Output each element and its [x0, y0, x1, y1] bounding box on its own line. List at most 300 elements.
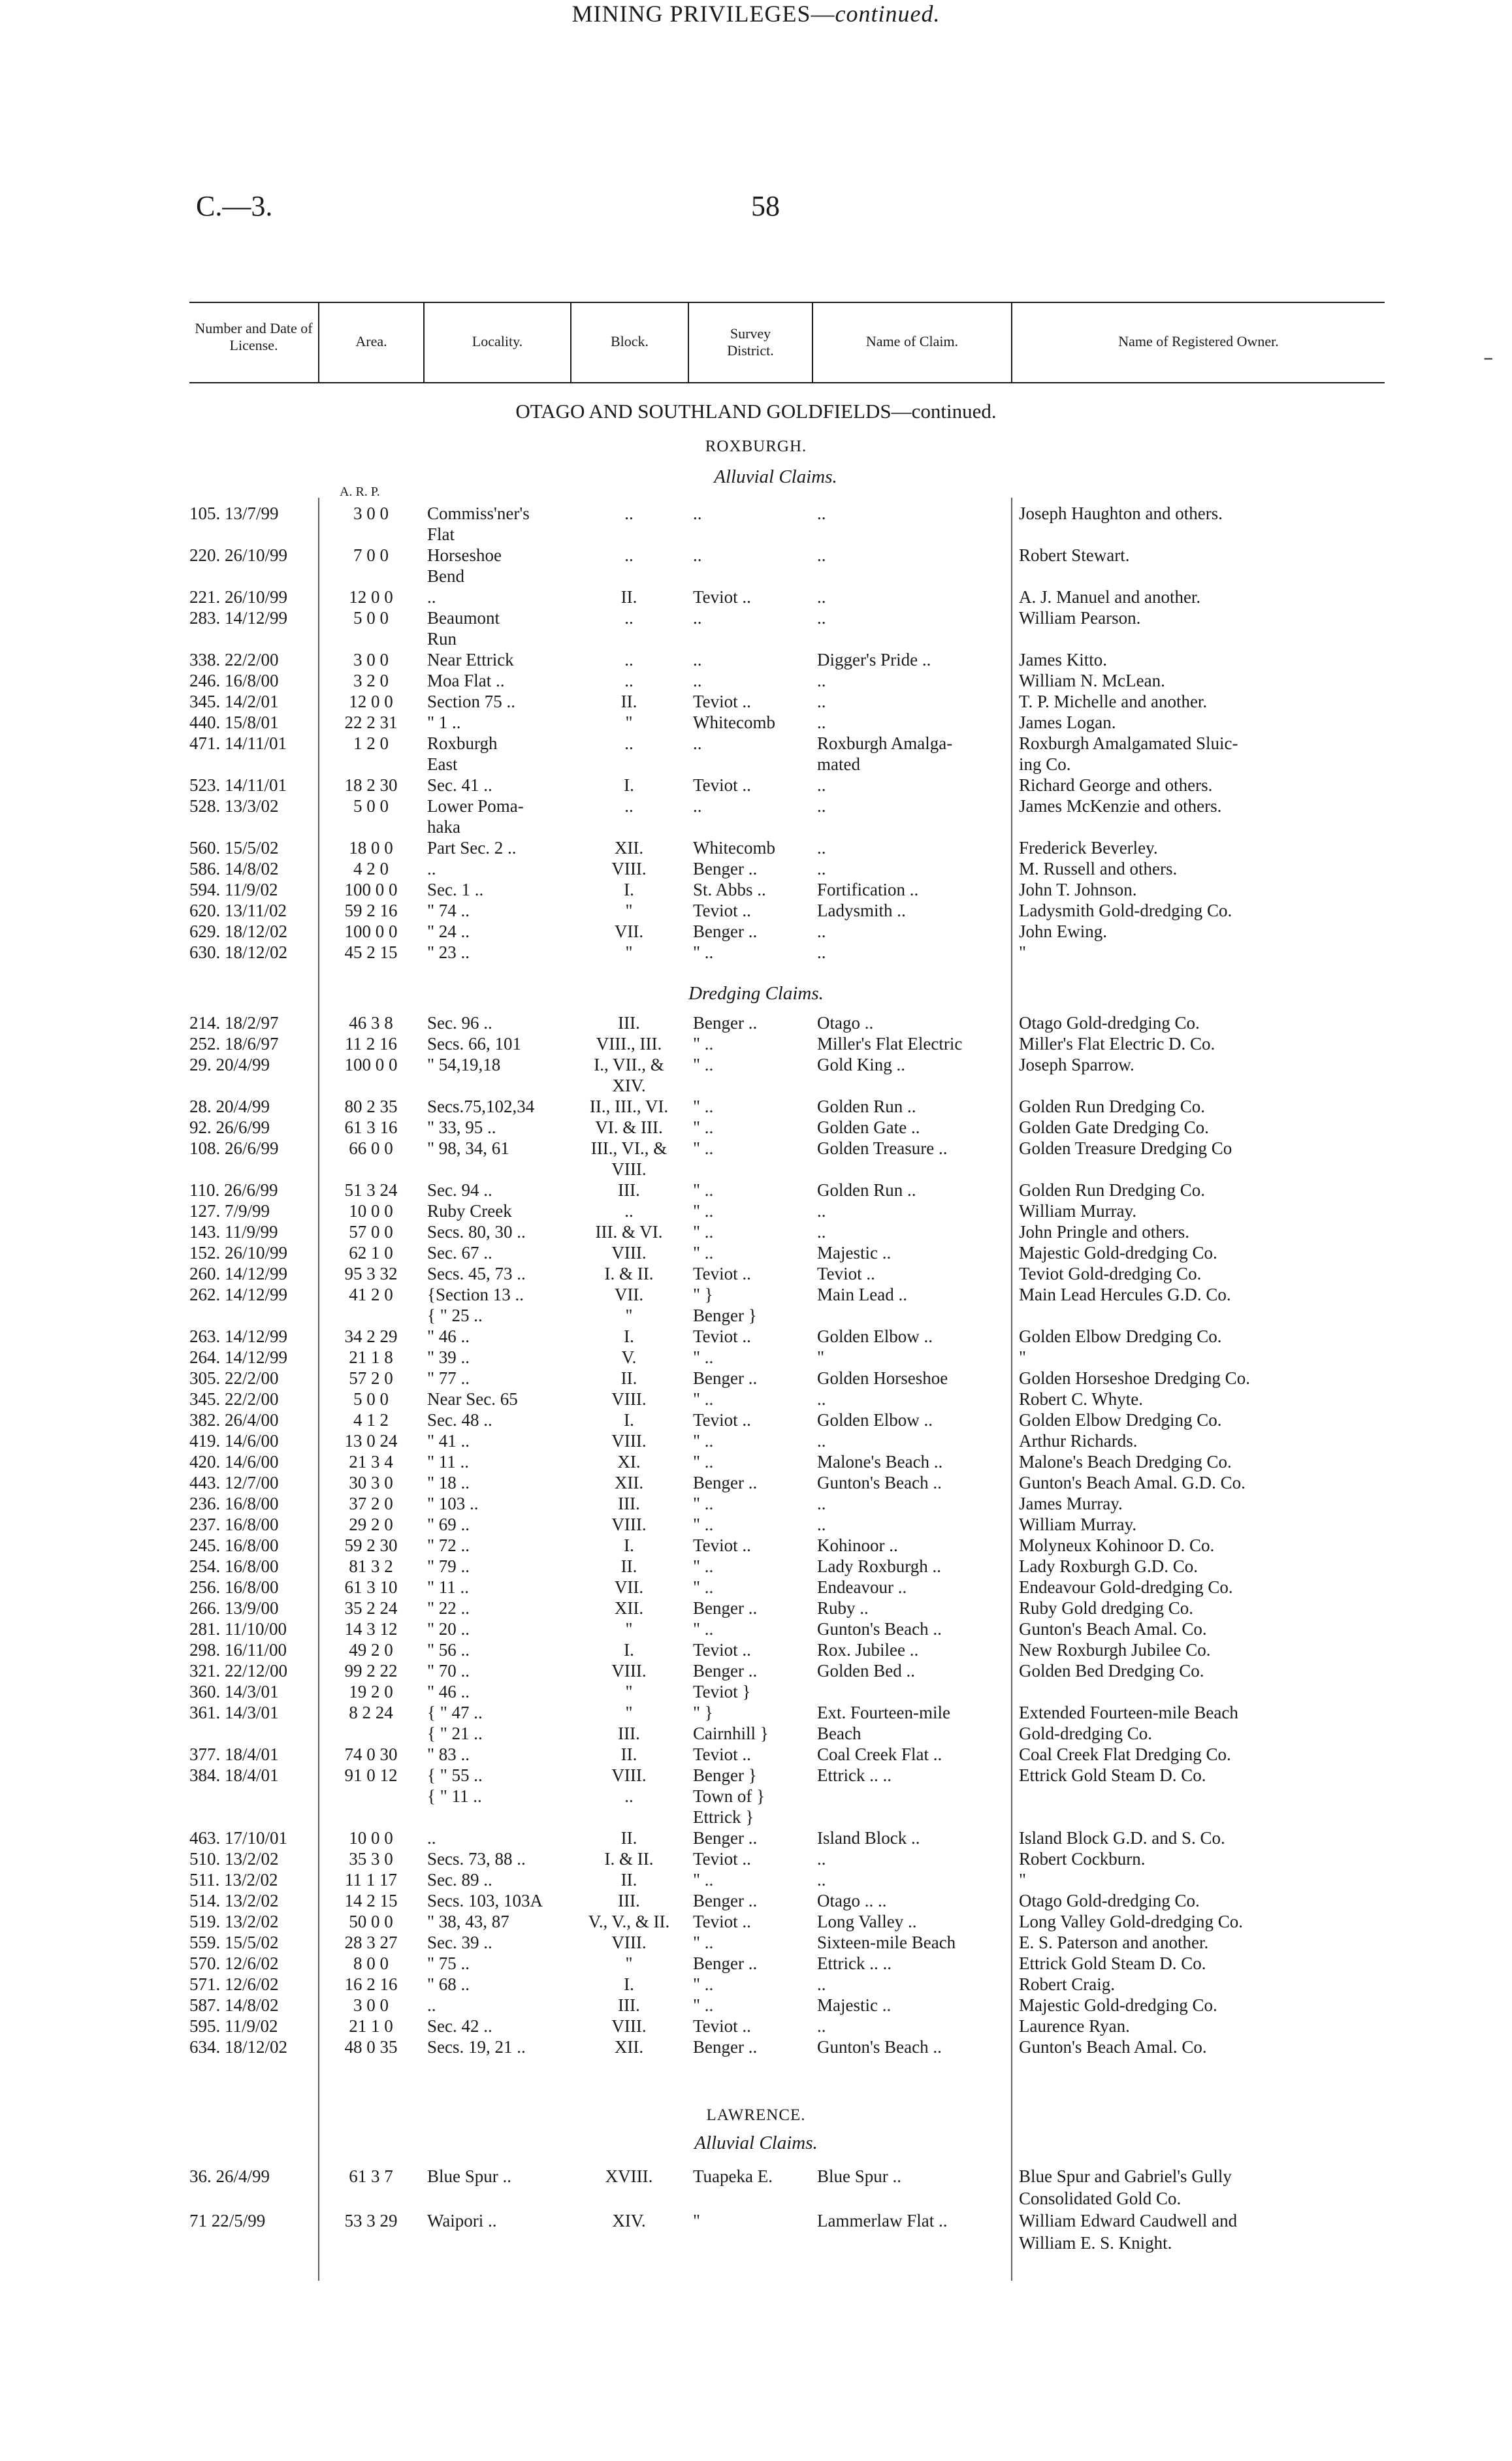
claim-name-cell: Golden Gate .. — [817, 1118, 920, 1137]
license-cell: 221. 26/10/99 — [189, 587, 288, 607]
block-cell: VII. — [614, 1577, 644, 1597]
claim-name-cell: Long Valley .. — [817, 1912, 917, 1931]
survey-district-cell: Whitecomb — [693, 713, 775, 732]
claim-name-cell: Majestic .. — [817, 1243, 892, 1263]
owner-cell: Golden Horseshoe Dredging Co. — [1019, 1368, 1250, 1388]
owner-cell: New Roxburgh Jubilee Co. — [1019, 1640, 1211, 1660]
area-cell: 18 0 0 — [349, 838, 393, 858]
owner-cell: William Murray. — [1019, 1201, 1137, 1221]
survey-district-cell: .. — [693, 650, 702, 669]
block-cell: XVIII. — [605, 2166, 653, 2186]
area-cell: 95 3 32 — [344, 1264, 398, 1283]
table-row — [189, 1138, 1385, 1180]
survey-district-cell: Benger .. — [693, 1368, 758, 1388]
license-cell: 305. 22/2/00 — [189, 1368, 279, 1388]
claim-name-cell: Golden Run .. — [817, 1180, 916, 1200]
survey-district-cell: Teviot .. — [693, 1410, 751, 1430]
table-row — [189, 1347, 1385, 1368]
block-cell: .. — [624, 504, 634, 523]
survey-district-cell: Teviot .. — [693, 901, 751, 920]
block-cell: VI. & III. — [595, 1118, 663, 1137]
table-row — [189, 837, 1385, 858]
locality-cell: Sec. 1 .. — [427, 880, 484, 899]
block-cell: VIII. — [611, 1243, 647, 1263]
survey-district-cell: " .. — [693, 1556, 714, 1576]
locality-cell: Ruby Creek — [427, 1201, 512, 1221]
area-cell: 10 0 0 — [349, 1201, 393, 1221]
roxburgh-dredging-table — [189, 1012, 1385, 2057]
license-cell: 629. 18/12/02 — [189, 922, 288, 941]
table-row — [189, 1890, 1385, 1911]
area-cell: 14 2 15 — [344, 1891, 398, 1910]
table-row — [189, 879, 1385, 900]
claim-name-cell: .. — [817, 775, 826, 795]
survey-district-cell: Teviot } — [693, 1682, 751, 1701]
survey-district-cell: " .. — [693, 1870, 714, 1890]
owner-cell: Molyneux Kohinoor D. Co. — [1019, 1536, 1215, 1555]
area-cell: 45 2 15 — [344, 942, 398, 962]
block-cell: XIV. — [612, 2211, 646, 2230]
area-cell: 21 3 4 — [349, 1452, 393, 1472]
survey-district-cell: Benger .. — [693, 1013, 758, 1033]
area-cell: 1 2 0 — [353, 733, 389, 753]
survey-district-cell: Teviot .. — [693, 1849, 751, 1869]
owner-cell: Golden Run Dredging Co. — [1019, 1180, 1205, 1200]
header-top-rule — [189, 302, 1385, 303]
area-cell: 49 2 0 — [349, 1640, 393, 1660]
area-cell: 35 2 24 — [344, 1598, 398, 1618]
table-row — [189, 1033, 1385, 1054]
block-cell: I. — [624, 1327, 634, 1346]
claim-name-cell — [812, 1681, 1011, 1702]
survey-district-cell: Teviot .. — [693, 2016, 751, 2036]
license-cell: 511. 13/2/02 — [189, 1870, 278, 1890]
table-row — [189, 691, 1385, 712]
survey-district-cell: " .. — [693, 1494, 714, 1513]
block-cell: I. — [624, 880, 634, 899]
claim-name-cell: Ettrick .. .. — [817, 1954, 892, 1973]
license-cell: 29. 20/4/99 — [189, 1055, 270, 1074]
claim-name-cell: Lammerlaw Flat .. — [817, 2211, 948, 2230]
area-cell: 100 0 0 — [344, 1055, 398, 1074]
survey-district-cell: " .. — [693, 1243, 714, 1263]
survey-district-cell: " .. — [693, 1577, 714, 1597]
locality-cell: " 39 .. — [427, 1347, 470, 1367]
owner-cell: Otago Gold-dredging Co. — [1019, 1013, 1200, 1033]
locality-cell: Section 75 .. — [427, 692, 515, 711]
license-cell: 256. 16/8/00 — [189, 1577, 279, 1597]
area-cell: 21 1 8 — [349, 1347, 393, 1367]
locality-cell: Secs. 103, 103A — [427, 1891, 543, 1910]
area-cell: 91 0 12 — [344, 1765, 398, 1785]
license-cell: 260. 14/12/99 — [189, 1264, 288, 1283]
locality-cell: " 98, 34, 61 — [427, 1138, 509, 1158]
survey-district-cell: Benger .. — [693, 2037, 758, 2057]
claim-name-cell: .. — [817, 504, 826, 523]
table-row — [189, 1096, 1385, 1117]
table-row — [189, 1618, 1385, 1639]
owner-cell: M. Russell and others. — [1019, 859, 1178, 878]
area-cell: 53 3 29 — [344, 2211, 398, 2230]
locality-cell: Secs. 45, 73 .. — [427, 1264, 526, 1283]
title-continued: continued. — [835, 1, 941, 27]
lawrence-alluvial-table — [189, 2165, 1385, 2254]
claim-name-cell: .. — [817, 942, 826, 962]
block-cell: " — [625, 901, 633, 920]
table-row — [189, 1932, 1385, 1953]
area-cell: 48 0 35 — [344, 2037, 398, 2057]
survey-district-cell: Whitecomb — [693, 838, 775, 858]
owner-cell: Robert Cockburn. — [1019, 1849, 1146, 1869]
locality-cell: Sec. 96 .. — [427, 1013, 492, 1033]
owner-cell: Otago Gold-dredging Co. — [1019, 1891, 1200, 1910]
survey-district-cell: .. — [693, 671, 702, 690]
block-cell: .. — [624, 671, 634, 690]
area-cell: 61 3 7 — [349, 2166, 393, 2186]
block-cell: II. — [620, 1745, 637, 1764]
locality-cell: Secs. 73, 88 .. — [427, 1849, 526, 1869]
area-cell: 21 1 0 — [349, 2016, 393, 2036]
locality-cell: " 20 .. — [427, 1619, 470, 1639]
license-cell: 152. 26/10/99 — [189, 1243, 288, 1263]
area-cell: 59 2 16 — [344, 901, 398, 920]
area-cell: 3 0 0 — [353, 1995, 389, 2015]
owner-cell: Ettrick Gold Steam D. Co. — [1019, 1765, 1206, 1785]
block-cell: I. & II. — [604, 1264, 654, 1283]
owner-cell: Ladysmith Gold-dredging Co. — [1019, 901, 1232, 920]
claim-name-cell: .. — [817, 608, 826, 628]
survey-district-cell: Teviot .. — [693, 1327, 751, 1346]
block-cell: VIII. — [611, 1431, 647, 1451]
area-cell: 18 2 30 — [344, 775, 398, 795]
locality-cell: " 22 .. — [427, 1598, 470, 1618]
subsection-heading: Alluvial Claims. — [694, 2132, 818, 2153]
claim-name-cell: Digger's Pride .. — [817, 650, 931, 669]
table-row — [189, 1953, 1385, 1974]
area-cell: 4 2 0 — [353, 859, 389, 878]
license-cell: 283. 14/12/99 — [189, 608, 288, 628]
table-row — [189, 921, 1385, 942]
claim-name-cell: Miller's Flat Electric — [817, 1034, 963, 1054]
table-row — [189, 1430, 1385, 1451]
locality-cell: Beaumont Run — [427, 608, 500, 649]
survey-district-cell: Teviot .. — [693, 1745, 751, 1764]
table-row — [189, 2210, 1385, 2254]
claim-name-cell: Ruby .. — [817, 1598, 869, 1618]
area-cell: 50 0 0 — [349, 1912, 393, 1931]
claim-name-cell: Gunton's Beach .. — [817, 2037, 942, 2057]
survey-district-cell: " } Benger } — [693, 1285, 757, 1325]
area-cell: 35 3 0 — [349, 1849, 393, 1869]
block-cell: .. — [624, 608, 634, 628]
survey-district-cell: Benger .. — [693, 1891, 758, 1910]
block-cell: I. — [624, 1536, 634, 1555]
area-cell: 57 0 0 — [349, 1222, 393, 1242]
claim-name-cell: .. — [817, 859, 826, 878]
survey-district-cell: " .. — [693, 1034, 714, 1054]
table-row — [189, 670, 1385, 691]
locality-cell: " 1 .. — [427, 713, 461, 732]
license-cell: 345. 22/2/00 — [189, 1389, 279, 1409]
claim-name-cell: .. — [817, 838, 826, 858]
survey-district-cell: St. Abbs .. — [693, 880, 766, 899]
license-cell: 528. 13/3/02 — [189, 796, 279, 816]
block-cell: XII. — [614, 2037, 644, 2057]
locality-cell: Sec. 42 .. — [427, 2016, 492, 2036]
owner-cell: John Pringle and others. — [1019, 1222, 1189, 1242]
owner-cell: Lady Roxburgh G.D. Co. — [1019, 1556, 1198, 1576]
license-cell: 214. 18/2/97 — [189, 1013, 279, 1033]
locality-cell: Secs. 19, 21 .. — [427, 2037, 526, 2057]
locality-cell: Blue Spur .. — [427, 2166, 512, 2186]
table-row — [189, 942, 1385, 963]
locality-cell: Secs. 80, 30 .. — [427, 1222, 526, 1242]
survey-district-cell: Benger .. — [693, 1598, 758, 1618]
table-row — [189, 587, 1385, 607]
owner-cell: Joseph Sparrow. — [1019, 1055, 1134, 1074]
owner-cell: Ettrick Gold Steam D. Co. — [1019, 1954, 1206, 1973]
survey-district-cell: Teviot .. — [693, 1640, 751, 1660]
owner-cell: " — [1019, 942, 1027, 962]
subsection-heading: Alluvial Claims. — [714, 466, 837, 487]
survey-district-cell: " .. — [693, 1347, 714, 1367]
claim-name-cell: Main Lead .. — [817, 1285, 907, 1304]
table-row — [189, 1660, 1385, 1681]
license-cell: 440. 15/8/01 — [189, 713, 279, 732]
survey-district-cell: .. — [693, 733, 702, 753]
license-cell: 321. 22/12/00 — [189, 1661, 288, 1681]
table-row — [189, 1368, 1385, 1389]
table-row — [189, 1911, 1385, 1932]
locality-cell: Commiss'ner's Flat — [427, 504, 530, 544]
locality-cell: Sec. 67 .. — [427, 1243, 492, 1263]
area-cell: 51 3 24 — [344, 1180, 398, 1200]
claim-name-cell: Sixteen-mile Beach — [817, 1933, 956, 1952]
claim-name-cell: .. — [817, 671, 826, 690]
block-cell: III. — [618, 1494, 640, 1513]
area-cell: 29 2 0 — [349, 1515, 393, 1534]
block-cell: XII. — [614, 838, 644, 858]
block-cell: V. — [621, 1347, 637, 1367]
table-row — [189, 1765, 1385, 1827]
owner-cell: " — [1019, 1870, 1027, 1890]
owner-cell: Robert Stewart. — [1019, 545, 1130, 565]
survey-district-cell: " .. — [693, 1974, 714, 1994]
block-cell: V., V., & II. — [588, 1912, 670, 1931]
col-header-locality: Locality. — [472, 333, 523, 349]
area-cell: 59 2 30 — [344, 1536, 398, 1555]
col-header-claim: Name of Claim. — [865, 333, 959, 349]
license-cell: 570. 12/6/02 — [189, 1954, 279, 1973]
locality-cell: " 24 .. — [427, 922, 470, 941]
license-cell: 345. 14/2/01 — [189, 692, 279, 711]
block-cell: " — [625, 942, 633, 962]
license-cell: 594. 11/9/02 — [189, 880, 278, 899]
table-row — [189, 545, 1385, 587]
col-header-survey-district: Survey District. — [727, 325, 774, 359]
survey-district-cell: " .. — [693, 1389, 714, 1409]
locality-cell: " 72 .. — [427, 1536, 470, 1555]
owner-cell: Golden Elbow Dredging Co. — [1019, 1327, 1222, 1346]
locality-cell: .. — [427, 587, 436, 607]
license-cell: 634. 18/12/02 — [189, 2037, 288, 2057]
survey-district-cell: " .. — [693, 1138, 714, 1158]
claim-name-cell: .. — [817, 2016, 826, 2036]
table-row — [189, 2016, 1385, 2036]
owner-cell: Robert Craig. — [1019, 1974, 1115, 1994]
license-cell: 245. 16/8/00 — [189, 1536, 279, 1555]
survey-district-cell: " .. — [693, 1222, 714, 1242]
area-cell: 10 0 0 — [349, 1828, 393, 1848]
owner-cell: Roxburgh Amalgamated Sluic- ing Co. — [1019, 733, 1238, 774]
owner-cell: James Kitto. — [1019, 650, 1107, 669]
survey-district-cell: " .. — [693, 1097, 714, 1116]
survey-district-cell: " .. — [693, 1515, 714, 1534]
owner-cell: Blue Spur and Gabriel's Gully Consolidated Gold Co. — [1019, 2166, 1232, 2208]
license-cell: 236. 16/8/00 — [189, 1494, 279, 1513]
survey-district-cell: " .. — [693, 942, 714, 962]
claim-name-cell: .. — [817, 922, 826, 941]
locality-cell: " 23 .. — [427, 942, 470, 962]
survey-district-cell: " } Cairnhill } — [693, 1703, 769, 1743]
license-cell: 262. 14/12/99 — [189, 1285, 288, 1304]
license-cell: 630. 18/12/02 — [189, 942, 288, 962]
claim-name-cell: .. — [817, 545, 826, 565]
district-heading: LAWRENCE. — [706, 2106, 806, 2124]
table-row — [189, 607, 1385, 649]
locality-cell: " 77 .. — [427, 1368, 470, 1388]
region-heading: OTAGO AND SOUTHLAND GOLDFIELDS—continued. — [515, 400, 997, 423]
locality-cell: " 68 .. — [427, 1974, 470, 1994]
license-cell: 586. 14/8/02 — [189, 859, 279, 878]
table-row — [189, 2036, 1385, 2057]
table-row — [189, 1012, 1385, 1033]
license-cell: 246. 16/8/00 — [189, 671, 279, 690]
license-cell: 360. 14/3/01 — [189, 1682, 279, 1701]
locality-cell: Secs. 66, 101 — [427, 1034, 521, 1054]
col-header-license: Number and Date of License. — [195, 320, 313, 353]
claim-name-cell: Teviot .. — [817, 1264, 875, 1283]
block-cell: III., VI., & VIII. — [590, 1138, 668, 1179]
locality-cell: { " 47 .. { " 21 .. — [427, 1703, 483, 1743]
locality-cell: " 79 .. — [427, 1556, 470, 1576]
block-cell: VIII. — [611, 1389, 647, 1409]
license-cell: 463. 17/10/01 — [189, 1828, 288, 1848]
locality-cell: " 74 .. — [427, 901, 470, 920]
locality-cell: .. — [427, 1828, 436, 1848]
block-cell: .. — [624, 1201, 634, 1221]
survey-district-cell: " .. — [693, 1118, 714, 1137]
license-cell: 254. 16/8/00 — [189, 1556, 279, 1576]
claim-name-cell: Golden Bed .. — [817, 1661, 915, 1681]
claim-name-cell: .. — [817, 692, 826, 711]
claim-name-cell: Gold King .. — [817, 1055, 905, 1074]
license-cell: 420. 14/6/00 — [189, 1452, 279, 1472]
area-cell: 22 2 31 — [344, 713, 398, 732]
license-cell: 419. 14/6/00 — [189, 1431, 279, 1451]
table-row — [189, 1284, 1385, 1326]
table-row — [189, 712, 1385, 733]
block-cell: XII. — [614, 1473, 644, 1492]
block-cell: I., VII., & XIV. — [594, 1055, 664, 1095]
block-cell: " — [625, 1954, 633, 1973]
table-row — [189, 1639, 1385, 1660]
license-cell: 560. 15/5/02 — [189, 838, 279, 858]
owner-cell: T. P. Michelle and another. — [1019, 692, 1208, 711]
owner-cell: Island Block G.D. and S. Co. — [1019, 1828, 1225, 1848]
claim-name-cell: Otago .. — [817, 1013, 874, 1033]
license-cell: 263. 14/12/99 — [189, 1327, 288, 1346]
page-title — [0, 0, 1512, 27]
area-cell: 99 2 22 — [344, 1661, 398, 1681]
owner-cell: A. J. Manuel and another. — [1019, 587, 1201, 607]
owner-cell: Richard George and others. — [1019, 775, 1213, 795]
roxburgh-alluvial-table — [189, 503, 1385, 963]
page-number: 58 — [751, 190, 780, 222]
block-cell: I. — [624, 1410, 634, 1430]
table-row — [189, 1180, 1385, 1200]
survey-district-cell: " .. — [693, 1452, 714, 1472]
license-cell: 143. 11/9/99 — [189, 1222, 278, 1242]
table-row — [189, 900, 1385, 921]
subsection-heading: Dredging Claims. — [688, 983, 824, 1004]
locality-cell: " 38, 43, 87 — [427, 1912, 509, 1931]
survey-district-cell: .. — [693, 608, 702, 628]
owner-cell: Golden Bed Dredging Co. — [1019, 1661, 1204, 1681]
license-cell: 237. 16/8/00 — [189, 1515, 279, 1534]
locality-cell: " 69 .. — [427, 1515, 470, 1534]
claim-name-cell: .. — [817, 587, 826, 607]
license-cell: 382. 26/4/00 — [189, 1410, 279, 1430]
claim-name-cell: Kohinoor .. — [817, 1536, 898, 1555]
block-cell: .. — [624, 650, 634, 669]
area-cell: 34 2 29 — [344, 1327, 398, 1346]
area-cell: 3 2 0 — [353, 671, 389, 690]
table-row — [189, 1409, 1385, 1430]
table-row — [189, 1556, 1385, 1577]
survey-district-cell: Benger .. — [693, 859, 758, 878]
table-row — [189, 1242, 1385, 1263]
claim-name-cell: Golden Run .. — [817, 1097, 916, 1116]
locality-cell: " 33, 95 .. — [427, 1118, 496, 1137]
area-cell: 11 2 16 — [345, 1034, 397, 1054]
table-row — [189, 1389, 1385, 1409]
block-cell: " III. — [618, 1703, 640, 1743]
block-cell: II., III., VI. — [589, 1097, 669, 1116]
col-header-block: Block. — [610, 333, 649, 349]
license-cell: 220. 26/10/99 — [189, 545, 288, 565]
area-cell: 61 3 16 — [344, 1118, 398, 1137]
claim-name-cell: Rox. Jubilee .. — [817, 1640, 919, 1660]
block-cell: I. — [624, 1974, 634, 1994]
area-cell: 12 0 0 — [349, 692, 393, 711]
table-row — [189, 1681, 1385, 1702]
license-cell: 620. 13/11/02 — [189, 901, 287, 920]
locality-cell: Sec. 89 .. — [427, 1870, 492, 1890]
claim-name-cell: Blue Spur .. — [817, 2166, 902, 2186]
claim-name-cell: Island Block .. — [817, 1828, 920, 1848]
locality-cell: .. — [427, 1995, 436, 2015]
owner-cell: John Ewing. — [1019, 922, 1107, 941]
license-cell: 523. 14/11/01 — [189, 775, 287, 795]
claim-name-cell: Majestic .. — [817, 1995, 892, 2015]
survey-district-cell: " .. — [693, 1055, 714, 1074]
block-cell: III. — [618, 1891, 640, 1910]
header-bottom-rule — [189, 382, 1385, 383]
license-cell: 252. 18/6/97 — [189, 1034, 279, 1054]
area-cell: 7 0 0 — [353, 545, 389, 565]
area-cell: 74 0 30 — [344, 1745, 398, 1764]
